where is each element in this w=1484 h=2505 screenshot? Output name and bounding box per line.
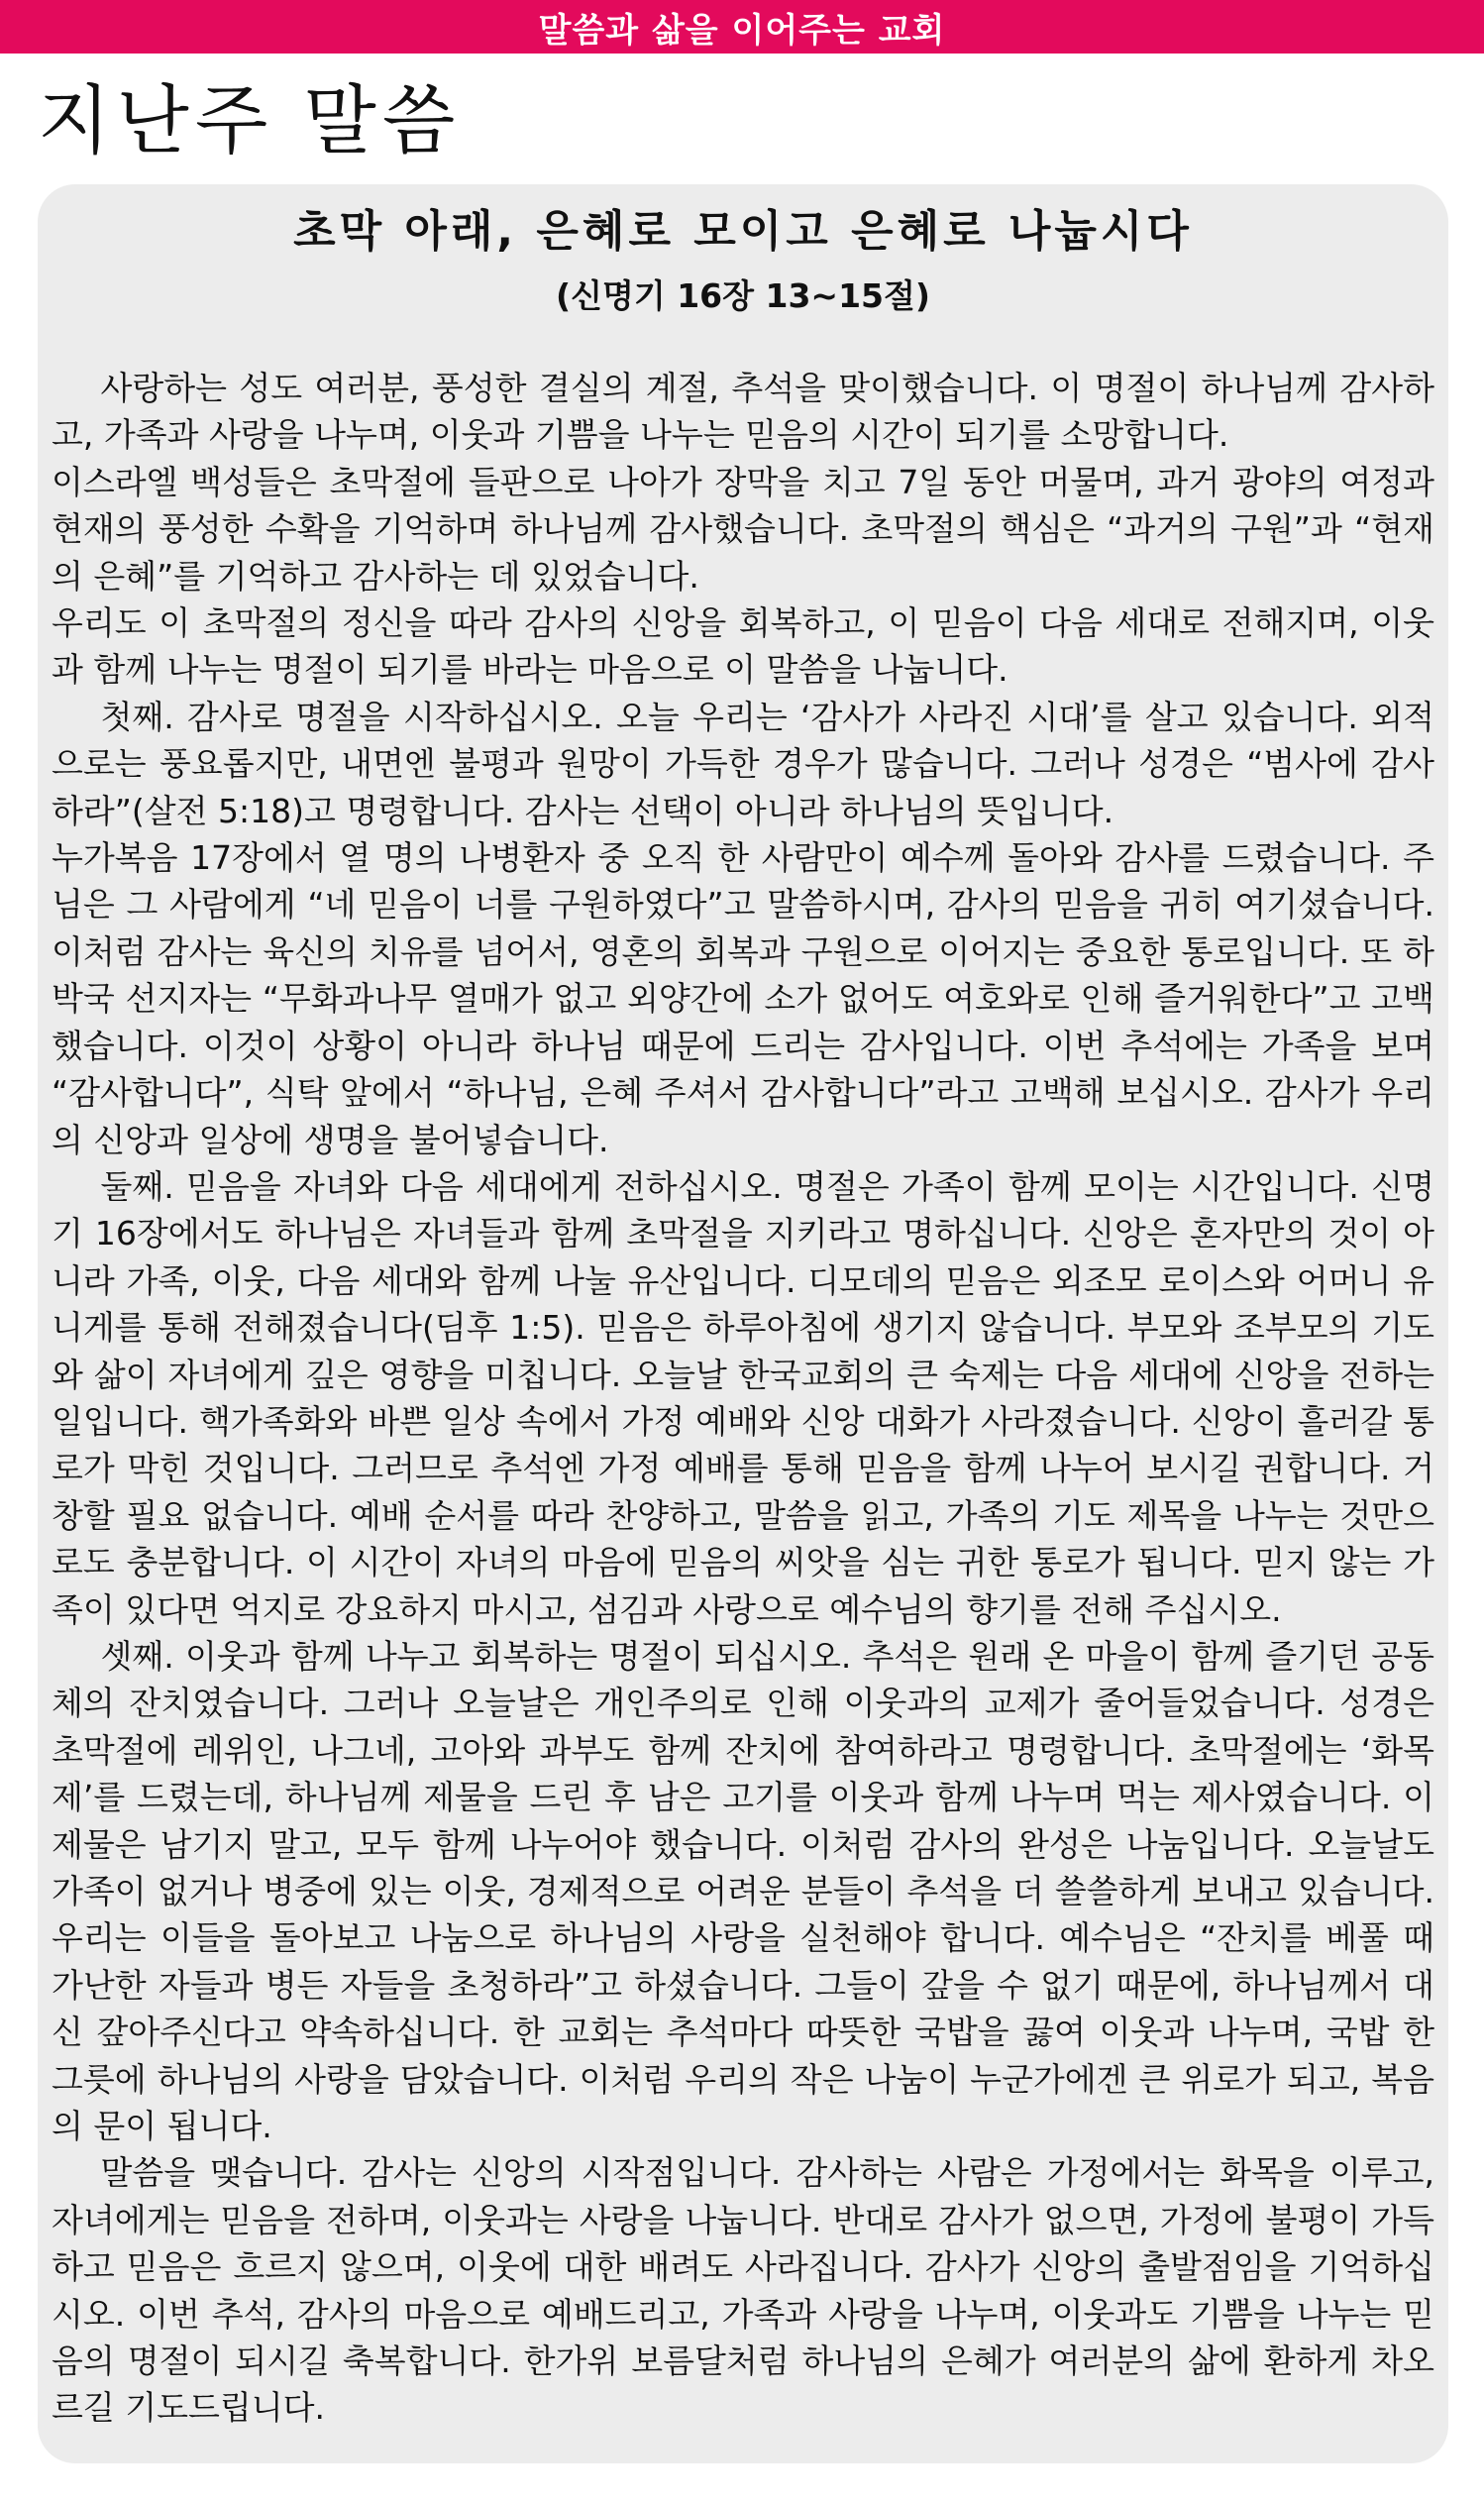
paragraph-point-one-detail: 누가복음 17장에서 열 명의 나병환자 중 오직 한 사람만이 예수께 돌아와 감사를 드렸습니다. 주님은 그 사람에게 “네 믿음이 너를 구원하였다”고 말씀하시며, 감사의 믿음을 귀히 여기셨습니다. 이처럼 감사는 육신의 치유를 넘어서, 영혼의 회복과 구원으로 이어지는 중요한 통로입니다. 또 하박국 선지자는 “무화과나무 열매가 없고 외양간에 소가 없어도 여호와로 인해 즐거워한다”고 고백했습니다. 이것이 상황이 아니라 하나님 때문에 드리는 감사입니다. 이번 추석에는 가족을 보며 “감사합니다”, 식탁 앞에서 “하나님, 은혜 주셔서 감사합니다”라고 고백해 보십시오. 감사가 우리의 신앙과 일상에 생명을 불어넣습니다. [52, 838, 1434, 1159]
sermon-box [38, 184, 1448, 2463]
paragraph-background: 이스라엘 백성들은 초막절에 들판으로 나아가 장막을 치고 7일 동안 머물며, 과거 광야의 여정과 현재의 풍성한 수확을 기억하며 하나님께 감사했습니다. 초막절의 핵심은 “과거의 구원”과 “현재의 은혜”를 기억하고 감사하는 데 있었습니다. [52, 462, 1434, 596]
section-title: 지난주 말씀 [38, 76, 462, 164]
paragraph-point-one: 첫째. 감사로 명절을 시작하십시오. 오늘 우리는 ‘감사가 사라진 시대’를 살고 있습니다. 외적으로는 풍요롭지만, 내면엔 불평과 원망이 가득한 경우가 많습니다. 그러나 성경은 “범사에 감사하라”(살전 5:18)고 명령합니다. 감사는 선택이 아니라 하나님의 뜻입니다. [52, 697, 1434, 830]
paragraph-purpose: 우리도 이 초막절의 정신을 따라 감사의 신앙을 회복하고, 이 믿음이 다음 세대로 전해지며, 이웃과 함께 나누는 명절이 되기를 바라는 마음으로 이 말씀을 나눕니다. [52, 603, 1434, 690]
paragraph-point-three: 셋째. 이웃과 함께 나누고 회복하는 명절이 되십시오. 추석은 원래 온 마을이 함께 즐기던 공동체의 잔치였습니다. 그러나 오늘날은 개인주의로 인해 이웃과의 교제가 줄어들었습니다. 성경은 초막절에 레위인, 나그네, 고아와 과부도 함께 잔치에 참여하라고 명령합니다. 초막절에는 ‘화목제’를 드렸는데, 하나님께 제물을 드린 후 남은 고기를 이웃과 함께 나누며 먹는 제사였습니다. 이 제물은 남기지 말고, 모두 함께 나누어야 했습니다. 이처럼 감사의 완성은 나눔입니다. 오늘날도 가족이 없거나 병중에 있는 이웃, 경제적으로 어려운 분들이 추석을 더 쓸쓸하게 보내고 있습니다. 우리는 이들을 돌아보고 나눔으로 하나님의 사랑을 실천해야 합니다. 예수님은 “잔치를 베풀 때 가난한 자들과 병든 자들을 초청하라”고 하셨습니다. 그들이 갚을 수 없기 때문에, 하나님께서 대신 갚아주신다고 약속하십니다. 한 교회는 추석마다 따뜻한 국밥을 끓여 이웃과 나누며, 국밥 한 그릇에 하나님의 사랑을 담았습니다. 이처럼 우리의 작은 나눔이 누군가에겐 큰 위로가 되고, 복음의 문이 됩니다. [52, 1636, 1434, 2146]
top-banner [0, 0, 1484, 54]
paragraph-intro: 사랑하는 성도 여러분, 풍성한 결실의 계절, 추석을 맞이했습니다. 이 명절이 하나님께 감사하고, 가족과 사랑을 나누며, 이웃과 기쁨을 나누는 믿음의 시간이 되기를 소망합니다. [52, 369, 1434, 455]
banner-text: 말씀과 삶을 이어주는 교회 [538, 10, 946, 51]
paragraph-point-two: 둘째. 믿음을 자녀와 다음 세대에게 전하십시오. 명절은 가족이 함께 모이는 시간입니다. 신명기 16장에서도 하나님은 자녀들과 함께 초막절을 지키라고 명하십니다. 신앙은 혼자만의 것이 아니라 가족, 이웃, 다음 세대와 함께 나눌 유산입니다. 디모데의 믿음은 외조모 로이스와 어머니 유니게를 통해 전해졌습니다(딤후 1:5). 믿음은 하루아침에 생기지 않습니다. 부모와 조부모의 기도와 삶이 자녀에게 깊은 영향을 미칩니다. 오늘날 한국교회의 큰 숙제는 다음 세대에 신앙을 전하는 일입니다. 핵가족화와 바쁜 일상 속에서 가정 예배와 신앙 대화가 사라졌습니다. 신앙이 흘러갈 통로가 막힌 것입니다. 그러므로 추석엔 가정 예배를 통해 믿음을 함께 나누어 보시길 권합니다. 거창할 필요 없습니다. 예배 순서를 따라 찬양하고, 말씀을 읽고, 가족의 기도 제목을 나누는 것만으로도 충분합니다. 이 시간이 자녀의 마음에 믿음의 씨앗을 심는 귀한 통로가 됩니다. 믿지 않는 가족이 있다면 억지로 강요하지 마시고, 섬김과 사랑으로 예수님의 향기를 전해 주십시오. [52, 1166, 1434, 1629]
sermon-body [52, 365, 1434, 2432]
sermon-title: 초막 아래, 은혜로 모이고 은혜로 나눕시다 [293, 206, 1193, 257]
paragraph-conclusion: 말씀을 맺습니다. 감사는 신앙의 시작점입니다. 감사하는 사람은 가정에서는 화목을 이루고, 자녀에게는 믿음을 전하며, 이웃과는 사랑을 나눕니다. 반대로 감사가 없으면, 가정에 불평이 가득하고 믿음은 흐르지 않으며, 이웃에 대한 배려도 사라집니다. 감사가 신앙의 출발점임을 기억하십시오. 이번 추석, 감사의 마음으로 예배드리고, 가족과 사랑을 나누며, 이웃과도 기쁨을 나누는 믿음의 명절이 되시길 축복합니다. 한가위 보름달처럼 하나님의 은혜가 여러분의 삶에 환하게 차오르길 기도드립니다. [52, 2153, 1434, 2428]
scripture-reference: (신명기 16장 13~15절) [556, 276, 930, 315]
